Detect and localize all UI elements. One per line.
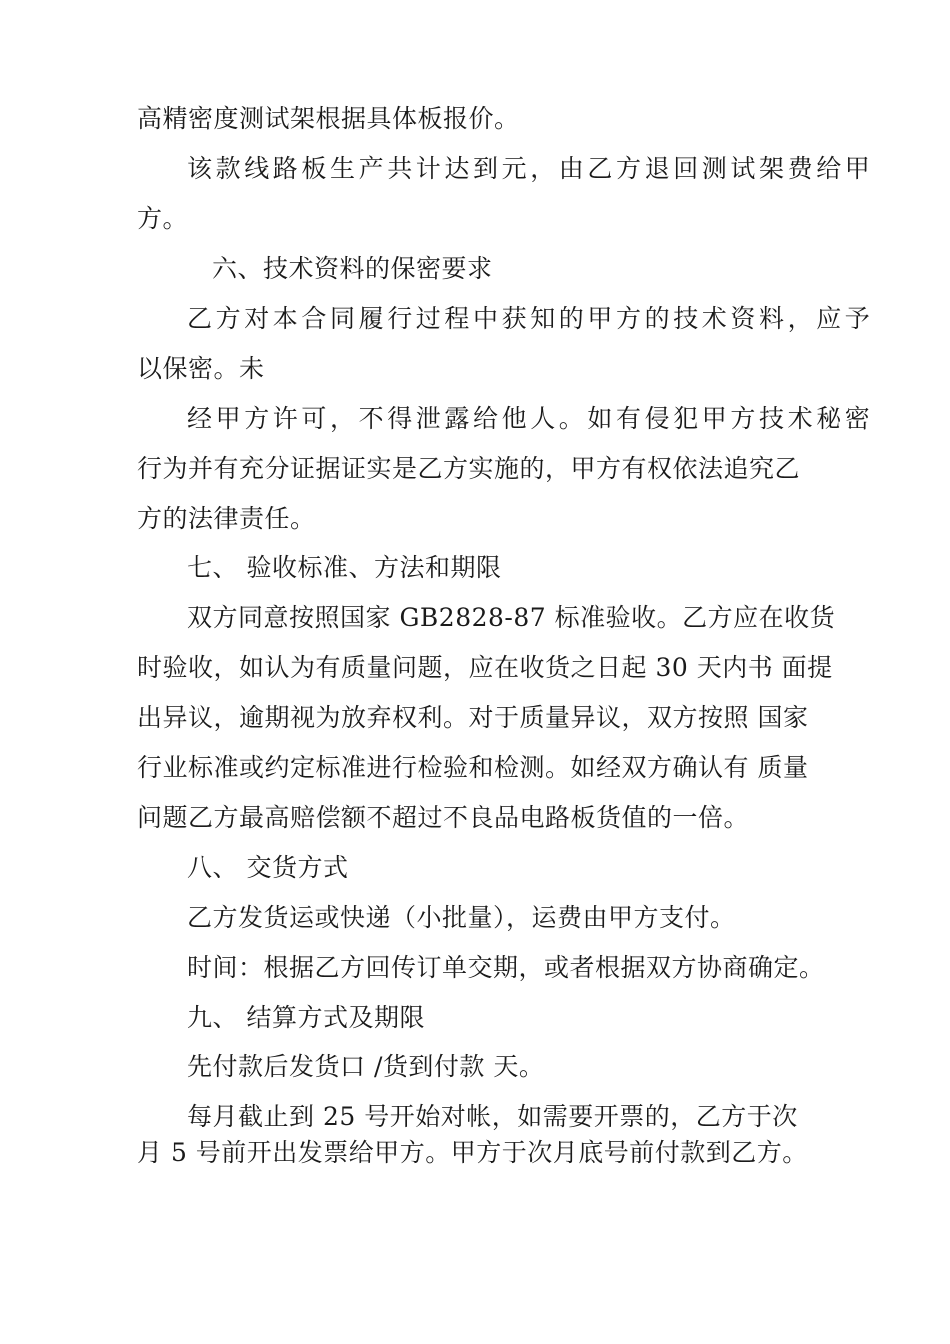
paragraph-line: 先付款后发货口 /货到付款 天。	[187, 1052, 545, 1081]
paragraph-line: 该款线路板生产共计达到元，由乙方退回测试架费给甲	[187, 154, 874, 183]
section-heading: 九、 结算方式及期限	[187, 1003, 425, 1032]
paragraph-line: 每月截止到 25 号开始对帐，如需要开票的，乙方于次	[187, 1102, 798, 1131]
paragraph-line: 乙方对本合同履行过程中获知的甲方的技术资料，应予	[187, 304, 874, 333]
paragraph-line: 方。	[137, 204, 189, 233]
paragraph-line: 月 5 号前开出发票给甲方。甲方于次月底号前付款到乙方。	[137, 1138, 808, 1167]
paragraph-line: 高精密度测试架根据具体板报价。	[137, 104, 520, 133]
paragraph-line: 以保密。未	[137, 354, 265, 383]
section-heading: 七、 验收标准、方法和期限	[187, 553, 502, 582]
paragraph-line: 出异议，逾期视为放弃权利。对于质量异议，双方按照 国家	[137, 703, 809, 732]
paragraph-line: 行业标准或约定标准进行检验和检测。如经双方确认有 质量	[137, 753, 809, 782]
paragraph-line: 方的法律责任。	[137, 504, 316, 533]
section-heading: 八、 交货方式	[187, 853, 349, 882]
paragraph-line: 时验收，如认为有质量问题，应在收货之日起 30 天内书 面提	[137, 653, 833, 682]
paragraph-line: 时间：根据乙方回传订单交期，或者根据双方协商确定。	[187, 953, 825, 982]
paragraph-line: 经甲方许可，不得泄露给他人。如有侵犯甲方技术秘密	[187, 404, 874, 433]
paragraph-line: 问题乙方最高赔偿额不超过不良品电路板货值的一倍。	[137, 803, 750, 832]
section-heading: 六、技术资料的保密要求	[212, 254, 493, 283]
paragraph-line: 双方同意按照国家 GB2828-87 标准验收。乙方应在收货	[187, 603, 836, 632]
paragraph-line: 乙方发货运或快递（小批量），运费由甲方支付。	[187, 903, 736, 932]
paragraph-line: 行为并有充分证据证实是乙方实施的，甲方有权依法追究乙	[137, 454, 801, 483]
